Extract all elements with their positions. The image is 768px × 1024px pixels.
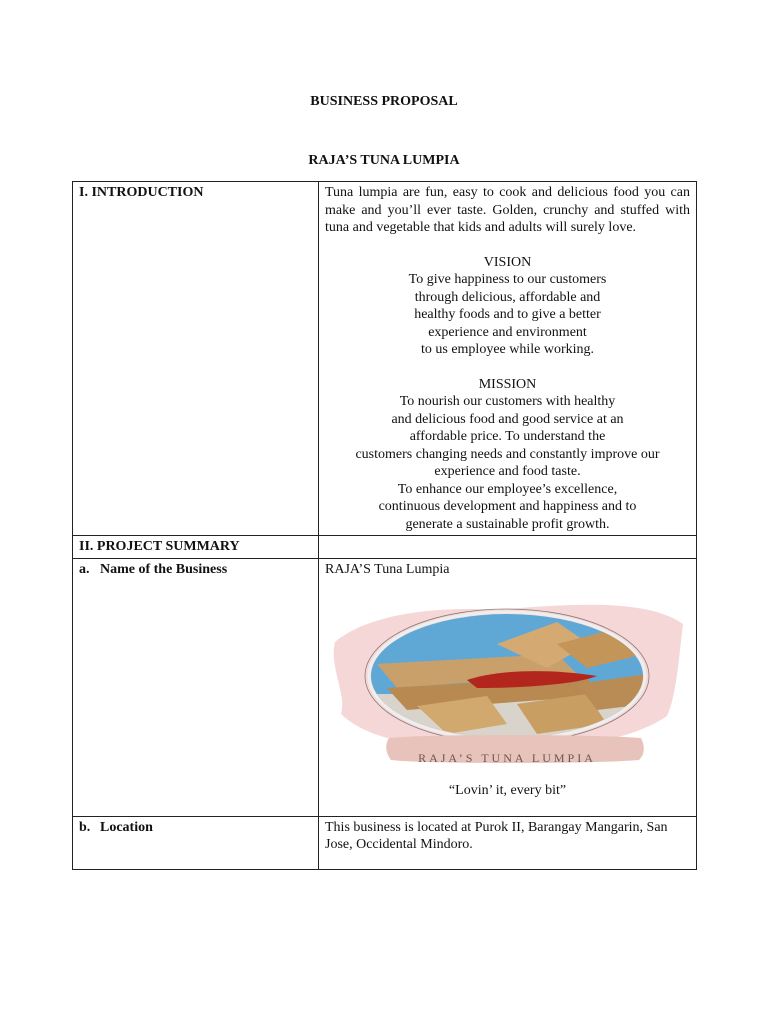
mission-line: and delicious food and good service at an — [391, 411, 624, 427]
mission-line: To nourish our customers with healthy — [399, 394, 616, 409]
proposal-table — [72, 181, 697, 870]
mission-line: continuous development and happiness and to — [378, 499, 637, 514]
introduction-row — [73, 182, 697, 536]
business-name-label: Name of the Business — [100, 561, 228, 577]
mission-line: affordable price. To understand the — [409, 429, 606, 444]
mission-line: customers changing needs and constantly improve our — [355, 446, 660, 462]
vision-text — [325, 271, 690, 359]
location-row — [73, 816, 697, 869]
document-subtitle: RAJA’S TUNA LUMPIA — [308, 153, 460, 168]
project-summary-heading: II. PROJECT SUMMARY — [73, 536, 319, 559]
introduction-content — [319, 182, 697, 536]
document-title: BUSINESS PROPOSAL — [310, 94, 458, 109]
vision-line: healthy foods and to give a better — [414, 307, 601, 322]
business-tagline: “Lovin’ it, every bit” — [448, 783, 567, 798]
project-summary-row — [73, 536, 697, 559]
location-number: b. — [79, 819, 91, 835]
business-name-number: a. — [79, 561, 90, 577]
vision-line: To give happiness to our customers — [408, 272, 607, 287]
business-logo — [327, 584, 687, 768]
lumpia-logo-image — [327, 584, 687, 768]
mission-line: generate a sustainable profit growth. — [405, 516, 610, 532]
mission-line: To enhance our employee’s excellence, — [397, 481, 618, 497]
location-label-cell — [73, 816, 319, 869]
business-name-value-cell — [319, 558, 697, 816]
project-summary-empty-cell — [319, 536, 697, 559]
business-name-row — [73, 558, 697, 816]
logo-text: RAJA’S TUNA LUMPIA — [418, 751, 596, 765]
vision-line: to us employee while working. — [420, 342, 595, 357]
location-value: This business is located at Purok II, Barangay Mangarin, San Jose, Occidental Mindoro. — [319, 816, 697, 869]
mission-text — [325, 393, 690, 533]
business-name-value: RAJA’S Tuna Lumpia — [325, 561, 450, 577]
vision-title: VISION — [483, 254, 532, 270]
business-name-label-cell — [73, 558, 319, 816]
introduction-description: Tuna lumpia are fun, easy to cook and delicious food you can make and you’ll ever taste. Golden, crunchy and stuffed with tuna and vegetable that kids and adults will surely love. — [325, 185, 690, 235]
mission-title: MISSION — [478, 376, 537, 392]
vision-line: through delicious, affordable and — [414, 289, 601, 305]
location-label: Location — [100, 819, 153, 835]
mission-line: experience and food taste. — [434, 464, 581, 479]
vision-line: experience and environment — [428, 324, 587, 340]
introduction-heading: I. INTRODUCTION — [73, 182, 319, 536]
